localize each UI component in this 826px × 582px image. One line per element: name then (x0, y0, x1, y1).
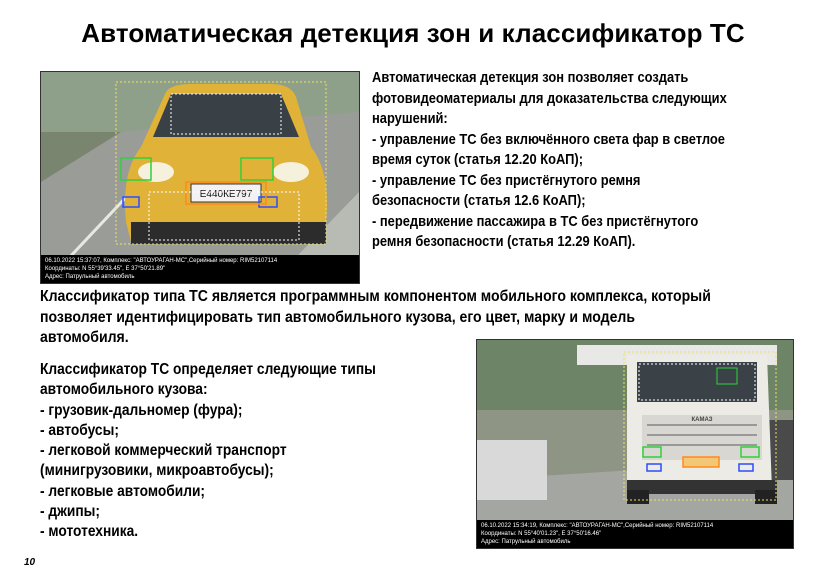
classifier-types-list: Классификатор ТС определяет следующие типы автомобильного кузова: - грузовик-дальномер (фура); - автобусы; - легковой коммерческий транспорт (минигрузовики, микроавтобусы); - легковые автомобили; - джипы; - мототехника. (40, 361, 376, 541)
zone-detection-text: Автоматическая детекция зон позволяет создать фотовидеоматериалы для доказательства следующих нарушений: - управление ТС без включённого света фар в светлое время суток (статья 12.20 КоАП); - управление ТС без пристёгнутого ремня безопасности (статья 12.6 КоАП); - передвижение пассажира в ТС без пристёгнутого ремня безопасности (статья 12.29 КоАП). (372, 69, 727, 250)
truck-photo-caption: 06.10.2022 15:34:19, Комплекс: "АВТОУРАГАН-МС",Серийный номер: RIM52107114 Координаты: N 55°40'01.23", E 37°50'16.46" Адрес: Патрульный автомобиль (477, 520, 793, 548)
truck-scene (477, 340, 793, 548)
truck-brand: КАМАЗ (691, 417, 713, 423)
classifier-intro-text: Классификатор типа ТС является программным компонентом мобильного комплекса, который позволяет идентифицировать тип автомобильного кузова, его цвет, марку и модель автомобиля. (40, 288, 711, 346)
slide-title: Автоматическая детекция зон и классификатор ТС (81, 18, 745, 48)
car-scene (41, 72, 359, 283)
car-detection-photo (40, 71, 360, 284)
truck-classifier-photo (476, 339, 794, 549)
car-plate: Е440КЕ797 (199, 189, 253, 200)
page-number: 10 (24, 557, 36, 568)
car-photo-caption: 06.10.2022 15:37:07, Комплекс: "АВТОУРАГАН-МС",Серийный номер: RIM52107114 Координаты: N 55°39'33.45", E 37°50'21.89" Адрес: Патрульный автомобиль (41, 255, 359, 283)
